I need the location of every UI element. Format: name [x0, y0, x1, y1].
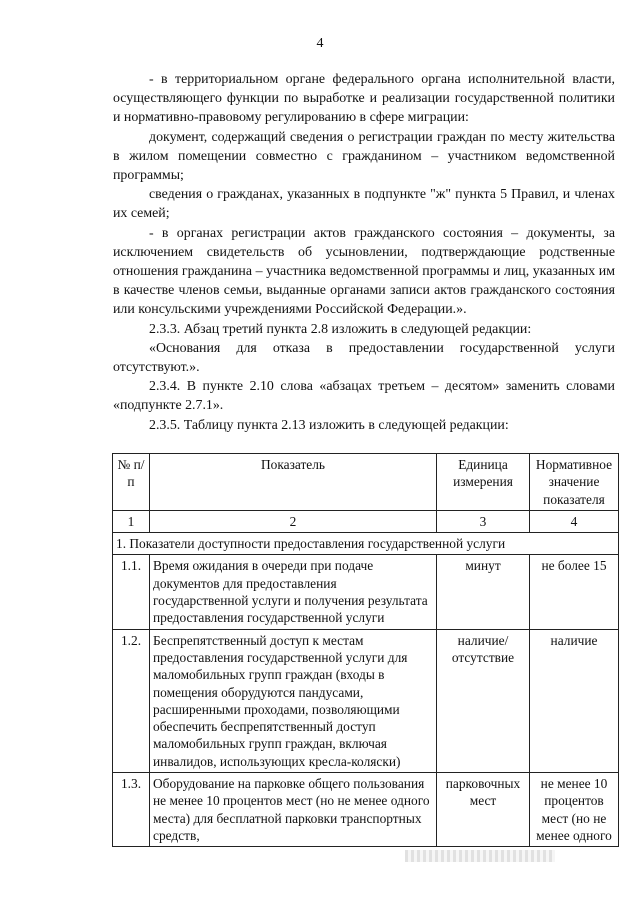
- paragraph: 2.3.4. В пункте 2.10 слова «абзацах третьем – десятом» заменить словами «подпункте 2.7.1».: [113, 379, 615, 414]
- column-number: 3: [437, 510, 530, 532]
- row-num: 1.1.: [113, 555, 150, 629]
- column-number: 2: [150, 510, 437, 532]
- header-unit: Единица измерения: [437, 454, 530, 511]
- table-row: [113, 555, 619, 629]
- paragraph: документ, содержащий сведения о регистрации граждан по месту жительства в жилом помещении совместно с гражданином – участником ведомственной программы;: [113, 129, 615, 184]
- indicators-table: [112, 453, 619, 847]
- row-num: 1.2.: [113, 629, 150, 772]
- paragraph: сведения о гражданах, указанных в подпункте "ж" пункта 5 Правил, и членах их семей;: [113, 187, 615, 222]
- paragraph: 2.3.5. Таблицу пункта 2.13 изложить в следующей редакции:: [149, 417, 509, 433]
- column-number: 4: [530, 510, 619, 532]
- column-number-row: [113, 510, 619, 532]
- row-unit: наличие/ отсутствие: [437, 629, 530, 772]
- page-number: 4: [316, 36, 324, 51]
- row-norm: не более 15: [530, 555, 619, 629]
- paragraph: «Основания для отказа в предоставлении государственной услуги отсутствуют.».: [113, 340, 615, 376]
- row-num: 1.3.: [113, 773, 150, 847]
- header-num: № п/п: [113, 454, 150, 511]
- paragraph: - в органах регистрации актов гражданского состояния – документы, за исключением свидетельств об усыновлении, подтверждающие родственные отношения гражданина – участника ведомственной программы и лиц, указанных им в качестве членов семьи, выданные органами записи актов гражданского состояния или консульскими учреждениями Российской Федерации.».: [113, 225, 615, 318]
- row-norm: не менее 10 процентов мест (но не менее одного: [530, 773, 619, 847]
- row-indicator: Беспрепятственный доступ к местам предоставления государственной услуги для маломобильных групп граждан (входы в помещения оборудуются пандусами, расширенными проходами, позволяющими обеспечить беспрепятственный доступ маломобильных групп граждан, включая инвалидов, использующих кресла-коляски): [150, 629, 437, 772]
- header-norm: Нормативное значение показателя: [530, 454, 619, 511]
- row-indicator: Время ожидания в очереди при подаче документов для предоставления государственной услуги и получения результата предоставления государственной услуги: [150, 555, 437, 629]
- table-row: [113, 773, 619, 847]
- row-unit: минут: [437, 555, 530, 629]
- scan-stamp-mark: [405, 850, 555, 862]
- table-row: [113, 629, 619, 772]
- section-row: [113, 533, 619, 555]
- section-title: 1. Показатели доступности предоставления государственной услуги: [113, 533, 619, 555]
- table-header-row: [113, 454, 619, 511]
- document-body: [113, 70, 615, 435]
- paragraph: - в территориальном органе федерального органа исполнительной власти, осуществляющего функции по выработке и реализации государственной политики и нормативно-правовому регулированию в сфере миграции:: [113, 72, 615, 126]
- row-indicator: Оборудование на парковке общего пользования не менее 10 процентов мест (но не менее одного места) для бесплатной парковки транспортных средств,: [150, 773, 437, 847]
- paragraph: 2.3.3. Абзац третий пункта 2.8 изложить в следующей редакции:: [149, 321, 532, 337]
- row-norm: наличие: [530, 629, 619, 772]
- row-unit: парковочных мест: [437, 773, 530, 847]
- header-indicator: Показатель: [150, 454, 437, 511]
- column-number: 1: [113, 510, 150, 532]
